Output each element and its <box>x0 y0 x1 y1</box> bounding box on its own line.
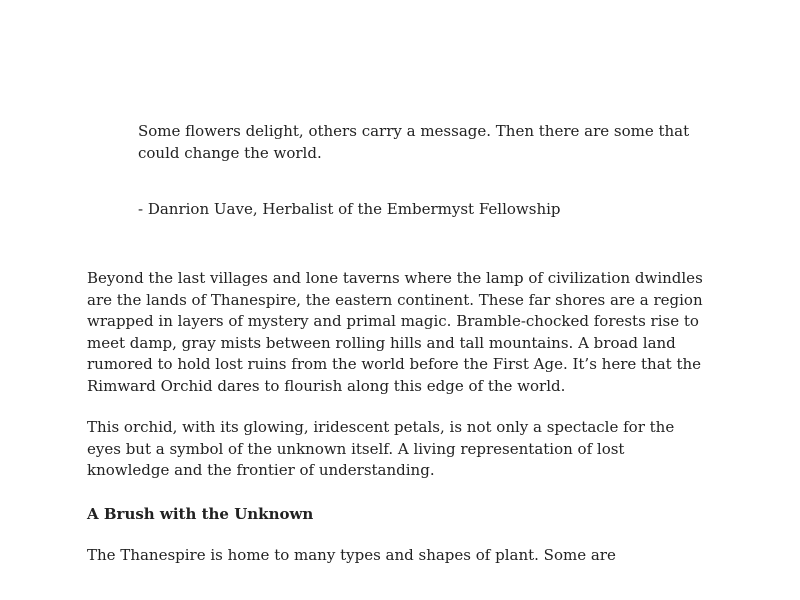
epigraph-quote: Some flowers delight, others carry a message. Then there are some that could change the world. <box>138 122 690 162</box>
paragraph-plants: The Thanespire is home to many types and shapes of plant. Some are <box>87 546 616 564</box>
paragraph-orchid-description: This orchid, with its glowing, iridescent petals, is not only a spectacle for the eyes but a symbol of the unknown itself. A living representation of lost knowledge and the frontier of understanding. <box>87 418 675 479</box>
epigraph <box>138 120 718 220</box>
paragraph-thanespire-intro: Beyond the last villages and lone taverns where the lamp of civilization dwindles are the lands of Thanespire, the eastern continent. These far shores are a region wrapped in layers of mystery and primal magic. Bramble-chocked forests rise to meet damp, gray mists between rolling hills and tall mountains. A broad land rumored to hold lost ruins from the world before the First Age. It’s here that the Rimward Orchid dares to flourish along this edge of the world. <box>87 269 703 395</box>
section-heading: A Brush with the Unknown <box>87 504 314 523</box>
article-body <box>87 268 727 587</box>
epigraph-attribution: - Danrion Uave, Herbalist of the Embermyst Fellowship <box>138 200 561 218</box>
